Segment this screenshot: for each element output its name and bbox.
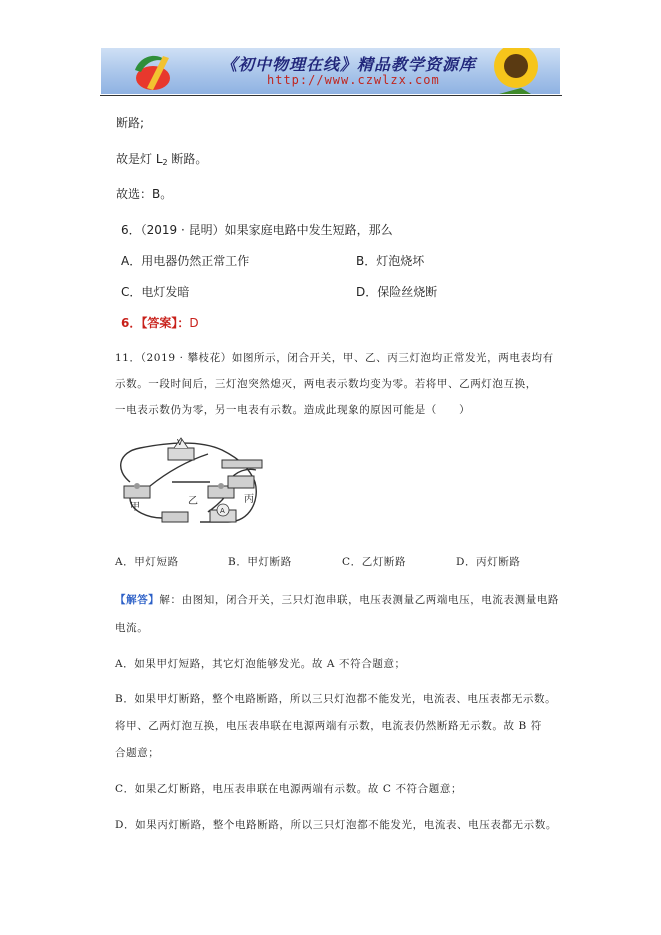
q11-option-a: A．甲灯短路: [115, 556, 179, 568]
q11-option-b: B．甲灯断路: [228, 556, 292, 568]
q6-option-c: C．电灯发暗: [121, 285, 190, 299]
text-line: 故是灯 $L_2$ 断路。: [116, 152, 208, 167]
banner-title: 《初中物理在线》精品教学资源库: [221, 55, 477, 74]
figure-label-a: A: [220, 507, 225, 515]
figure-label-yi: 乙: [188, 496, 198, 507]
q11-option-d: D．丙灯断路: [456, 556, 521, 568]
solution-line: 将甲、乙两灯泡互换，电压表串联在电源两端有示数，电流表仍然断路无示数。故 B 符: [115, 720, 542, 732]
question-11-line: 一电表示数仍为零，另一电表有示数。造成此现象的原因可能是（ ）: [115, 404, 471, 416]
question-11-line: 11．（2019 · 攀枝花）如图所示，闭合开关，甲、乙、丙三灯泡均正常发光，两电表均有: [115, 352, 554, 364]
lamp-bing-icon: [228, 476, 254, 488]
solution-option-a: A．如果甲灯短路，其它灯泡能够发光。故 A 不符合题意；: [115, 658, 406, 670]
battery-icon: [222, 460, 262, 468]
solution-line: 合题意；: [115, 747, 160, 759]
q11-option-c: C．乙灯断路: [342, 556, 407, 568]
solution-line: 电流。: [115, 622, 149, 634]
text-line: 故选：B。: [116, 187, 173, 201]
figure-label-bing: 丙: [244, 494, 254, 505]
circuit-diagram: [110, 430, 270, 525]
solution-line: 【解答】解：由图知，闭合开关，三只灯泡串联，电压表测量乙两端电压，电流表测量电路: [115, 594, 560, 606]
figure-label-v: V: [177, 438, 183, 447]
logo-icon: [135, 56, 170, 90]
lamp-jia-icon: [124, 483, 150, 498]
solution-option-d: D．如果丙灯断路，整个电路断路，所以三只灯泡都不能发光，电流表、电压表都无示数。: [115, 819, 557, 831]
solution-tag: 【解答】: [115, 594, 160, 606]
question-6: 6．（2019 · 昆明）如果家庭电路中发生短路，那么: [121, 223, 393, 237]
banner-url: http://www.czwlzx.com: [267, 73, 440, 87]
header-banner: [101, 48, 560, 94]
solution-option-b: B．如果甲灯断路，整个电路断路，所以三只灯泡都不能发光，电流表、电压表都无示数。: [115, 693, 557, 705]
q6-option-d: D．保险丝烧断: [356, 285, 438, 299]
sunflower-icon: [494, 48, 538, 94]
q6-option-b: B．灯泡烧坏: [356, 254, 425, 268]
text-line: 断路;: [116, 116, 145, 130]
header-divider: [100, 95, 562, 96]
figure-label-jia: 甲: [130, 502, 140, 513]
q6-option-a: A．用电器仍然正常工作: [121, 254, 250, 268]
q6-answer: 6．【答案】：D: [121, 316, 199, 330]
solution-option-c: C．如果乙灯断路，电压表串联在电源两端有示数。故 C 不符合题意；: [115, 783, 463, 795]
question-11-line: 示数。一段时间后，三灯泡突然熄灭，两电表示数均变为零。若将甲、乙两灯泡互换，: [115, 378, 537, 390]
switch-icon: [162, 512, 188, 522]
